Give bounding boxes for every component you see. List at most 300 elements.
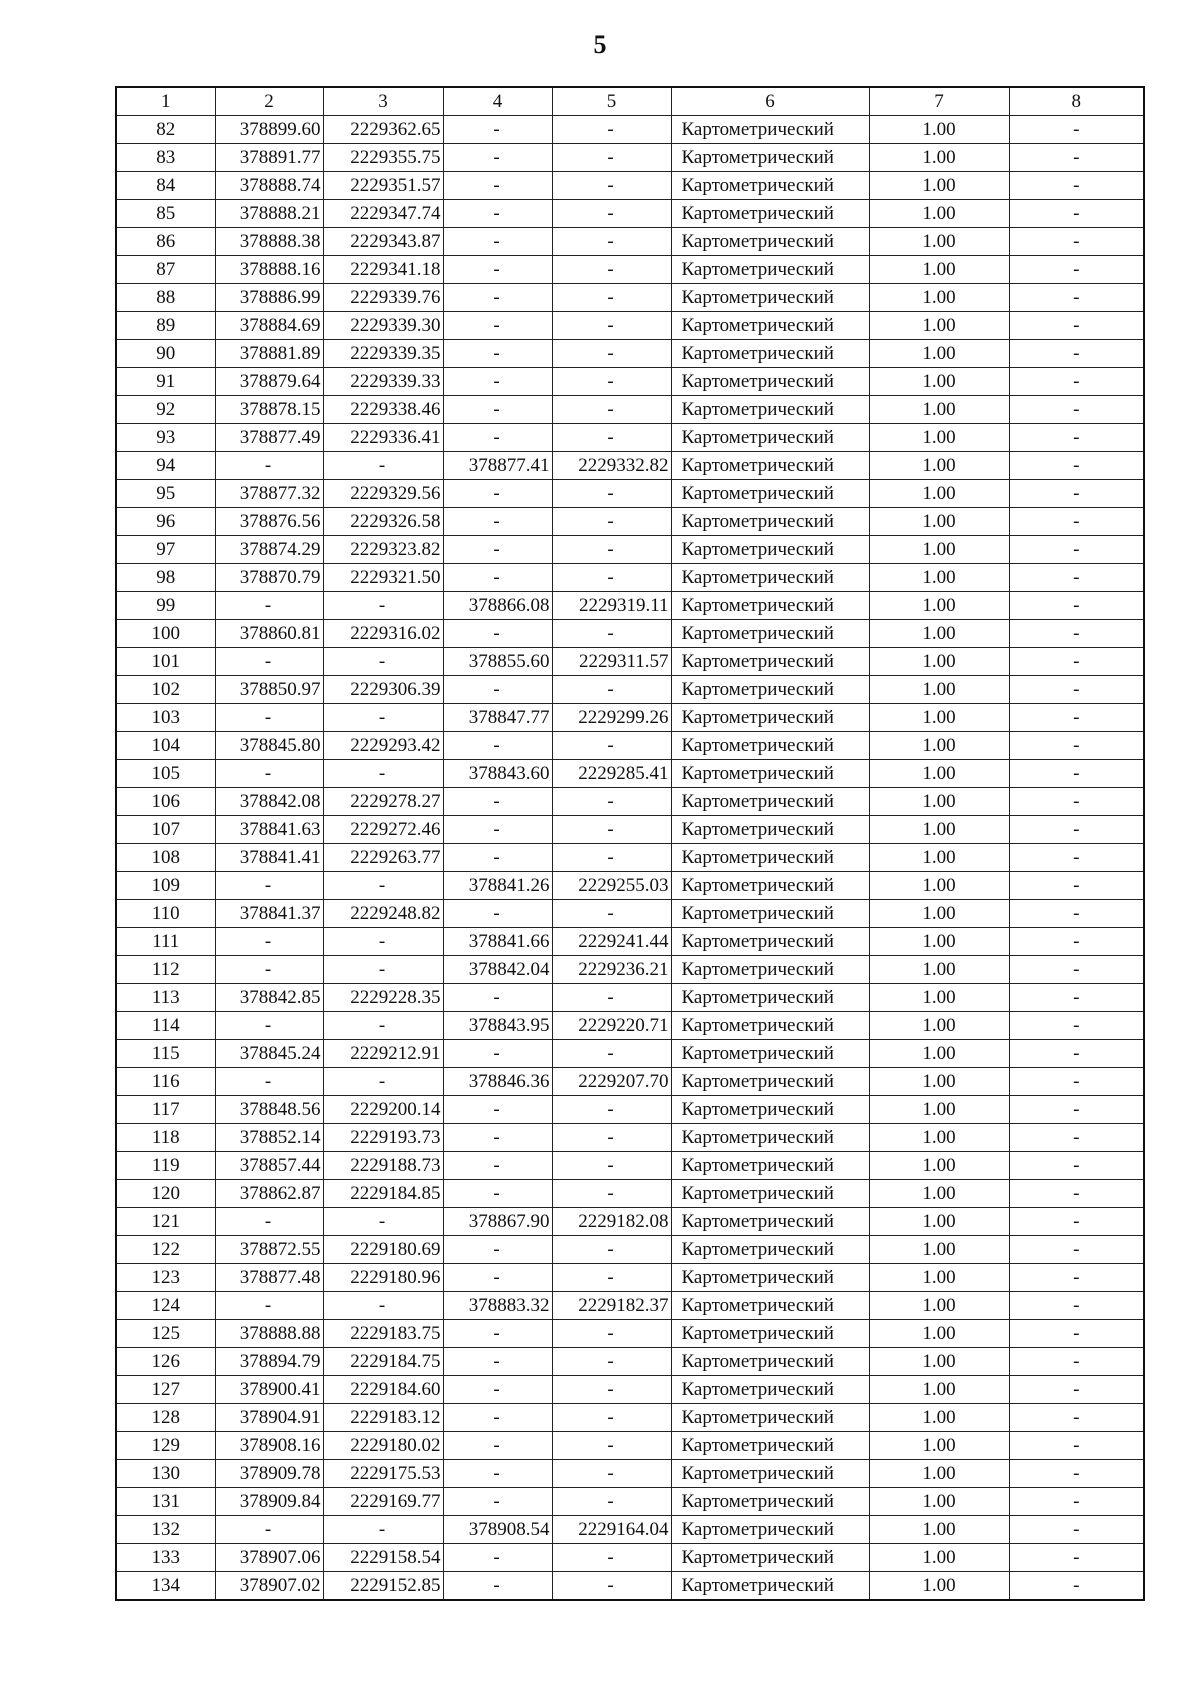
table-cell: Картометрический <box>671 228 869 256</box>
table-cell: 378862.87 <box>215 1180 323 1208</box>
table-cell: 378878.15 <box>215 396 323 424</box>
table-cell: Картометрический <box>671 1572 869 1601</box>
table-cell: 2229220.71 <box>552 1012 671 1040</box>
table-cell: 87 <box>116 256 215 284</box>
page-number: 5 <box>593 30 607 59</box>
table-cell: - <box>443 1180 552 1208</box>
table-cell: 92 <box>116 396 215 424</box>
table-cell: 2229175.53 <box>323 1460 443 1488</box>
column-header: 3 <box>323 87 443 116</box>
table-cell: - <box>1009 1460 1144 1488</box>
table-row <box>116 704 1144 732</box>
table-cell: 2229180.96 <box>323 1264 443 1292</box>
table-cell: Картометрический <box>671 144 869 172</box>
table-cell: 2229236.21 <box>552 956 671 984</box>
table-cell: - <box>552 564 671 592</box>
table-cell: - <box>1009 1572 1144 1601</box>
table-cell: - <box>443 900 552 928</box>
table-cell: 1.00 <box>869 1320 1009 1348</box>
table-cell: 378881.89 <box>215 340 323 368</box>
table-cell: 82 <box>116 116 215 144</box>
table-cell: - <box>552 256 671 284</box>
table-cell: 124 <box>116 1292 215 1320</box>
table-row <box>116 592 1144 620</box>
table-cell: 1.00 <box>869 480 1009 508</box>
table-cell: 1.00 <box>869 788 1009 816</box>
table-row <box>116 788 1144 816</box>
table-cell: Картометрический <box>671 732 869 760</box>
table-cell: 1.00 <box>869 704 1009 732</box>
table-cell: - <box>1009 732 1144 760</box>
table-cell: 2229182.08 <box>552 1208 671 1236</box>
table-cell: 131 <box>116 1488 215 1516</box>
table-row <box>116 816 1144 844</box>
table-cell: - <box>552 1404 671 1432</box>
table-cell: Картометрический <box>671 256 869 284</box>
table-cell: 2229306.39 <box>323 676 443 704</box>
table-cell: 83 <box>116 144 215 172</box>
table-cell: - <box>323 592 443 620</box>
table-cell: 110 <box>116 900 215 928</box>
table-cell: 1.00 <box>869 732 1009 760</box>
table-cell: 378888.38 <box>215 228 323 256</box>
table-cell: 97 <box>116 536 215 564</box>
table-cell: - <box>443 1124 552 1152</box>
table-cell: 2229278.27 <box>323 788 443 816</box>
table-cell: - <box>552 676 671 704</box>
table-cell: - <box>552 424 671 452</box>
table-cell: 1.00 <box>869 172 1009 200</box>
table-cell: - <box>323 1208 443 1236</box>
table-cell: - <box>443 396 552 424</box>
table-cell: - <box>1009 1208 1144 1236</box>
table-cell: - <box>443 1040 552 1068</box>
table-row <box>116 1348 1144 1376</box>
table-cell: 108 <box>116 844 215 872</box>
table-cell: - <box>443 1348 552 1376</box>
table-cell: 102 <box>116 676 215 704</box>
table-cell: - <box>552 816 671 844</box>
table-cell: - <box>552 536 671 564</box>
table-cell: 378843.95 <box>443 1012 552 1040</box>
table-row <box>116 872 1144 900</box>
table-row <box>116 1124 1144 1152</box>
table-cell: 1.00 <box>869 872 1009 900</box>
table-cell: 2229339.76 <box>323 284 443 312</box>
table-row <box>116 564 1144 592</box>
table-cell: 2229341.18 <box>323 256 443 284</box>
table-cell: - <box>552 732 671 760</box>
table-cell: 378845.80 <box>215 732 323 760</box>
table-cell: Картометрический <box>671 1460 869 1488</box>
table-cell: 1.00 <box>869 1348 1009 1376</box>
table-cell: 1.00 <box>869 1516 1009 1544</box>
table-row <box>116 340 1144 368</box>
table-cell: 378894.79 <box>215 1348 323 1376</box>
table-cell: - <box>552 1544 671 1572</box>
table-row <box>116 1320 1144 1348</box>
table-cell: - <box>323 1516 443 1544</box>
table-cell: - <box>443 368 552 396</box>
table-cell: - <box>215 928 323 956</box>
table-cell: 112 <box>116 956 215 984</box>
table-row <box>116 984 1144 1012</box>
table-cell: - <box>443 1404 552 1432</box>
column-header: 4 <box>443 87 552 116</box>
table-cell: 99 <box>116 592 215 620</box>
table-cell: - <box>1009 816 1144 844</box>
table-cell: 1.00 <box>869 340 1009 368</box>
table-cell: 115 <box>116 1040 215 1068</box>
table-cell: - <box>1009 1012 1144 1040</box>
table-cell: 1.00 <box>869 1012 1009 1040</box>
table-cell: 89 <box>116 312 215 340</box>
table-cell: Картометрический <box>671 816 869 844</box>
table-cell: 378877.48 <box>215 1264 323 1292</box>
table-cell: - <box>1009 1096 1144 1124</box>
table-cell: - <box>215 1068 323 1096</box>
table-cell: - <box>443 508 552 536</box>
table-cell: 2229152.85 <box>323 1572 443 1601</box>
table-cell: - <box>552 396 671 424</box>
table-cell: - <box>443 788 552 816</box>
table-cell: - <box>323 872 443 900</box>
table-cell: 1.00 <box>869 1264 1009 1292</box>
table-cell: - <box>552 1432 671 1460</box>
table-cell: 378888.16 <box>215 256 323 284</box>
table-cell: - <box>1009 1488 1144 1516</box>
table-cell: 1.00 <box>869 1096 1009 1124</box>
table-cell: Картометрический <box>671 200 869 228</box>
table-cell: 378877.32 <box>215 480 323 508</box>
column-header: 6 <box>671 87 869 116</box>
table-cell: Картометрический <box>671 1348 869 1376</box>
table-cell: - <box>215 592 323 620</box>
table-cell: 2229323.82 <box>323 536 443 564</box>
table-cell: 1.00 <box>869 928 1009 956</box>
column-header: 8 <box>1009 87 1144 116</box>
table-cell: 1.00 <box>869 676 1009 704</box>
table-cell: - <box>552 1376 671 1404</box>
table-cell: - <box>552 340 671 368</box>
table-cell: Картометрический <box>671 872 869 900</box>
table-cell: 1.00 <box>869 1236 1009 1264</box>
table-cell: - <box>215 956 323 984</box>
table-cell: 85 <box>116 200 215 228</box>
table-cell: - <box>1009 844 1144 872</box>
table-cell: - <box>443 200 552 228</box>
table-cell: 378874.29 <box>215 536 323 564</box>
table-cell: - <box>552 1180 671 1208</box>
table-cell: 2229182.37 <box>552 1292 671 1320</box>
table-row <box>116 1152 1144 1180</box>
table-cell: 2229255.03 <box>552 872 671 900</box>
table-cell: - <box>1009 1068 1144 1096</box>
table-cell: - <box>443 1488 552 1516</box>
table-cell: 2229241.44 <box>552 928 671 956</box>
table-cell: 2229362.65 <box>323 116 443 144</box>
table-cell: Картометрический <box>671 452 869 480</box>
table-cell: 103 <box>116 704 215 732</box>
table-cell: Картометрический <box>671 788 869 816</box>
table-cell: Картометрический <box>671 1236 869 1264</box>
table-cell: 113 <box>116 984 215 1012</box>
table-cell: Картометрический <box>671 1376 869 1404</box>
table-row <box>116 1376 1144 1404</box>
table-row <box>116 424 1144 452</box>
table-cell: Картометрический <box>671 536 869 564</box>
table-cell: 1.00 <box>869 536 1009 564</box>
table-cell: 2229212.91 <box>323 1040 443 1068</box>
table-cell: - <box>1009 1040 1144 1068</box>
table-cell: 1.00 <box>869 144 1009 172</box>
table-cell: 378847.77 <box>443 704 552 732</box>
table-cell: 134 <box>116 1572 215 1601</box>
table-cell: - <box>443 312 552 340</box>
table-cell: 2229184.75 <box>323 1348 443 1376</box>
table-cell: - <box>443 228 552 256</box>
table-cell: Картометрический <box>671 368 869 396</box>
table-cell: Картометрический <box>671 1404 869 1432</box>
table-cell: 378852.14 <box>215 1124 323 1152</box>
table-cell: - <box>552 1488 671 1516</box>
table-cell: 378860.81 <box>215 620 323 648</box>
table-cell: - <box>552 312 671 340</box>
table-cell: 1.00 <box>869 1488 1009 1516</box>
table-cell: 2229263.77 <box>323 844 443 872</box>
table-cell: 1.00 <box>869 1460 1009 1488</box>
table-cell: 2229339.33 <box>323 368 443 396</box>
table-cell: 1.00 <box>869 1208 1009 1236</box>
table-cell: 378870.79 <box>215 564 323 592</box>
table-cell: - <box>1009 396 1144 424</box>
table-cell: - <box>323 1292 443 1320</box>
table-cell: - <box>552 1572 671 1601</box>
table-cell: - <box>323 760 443 788</box>
table-cell: 133 <box>116 1544 215 1572</box>
table-cell: - <box>1009 956 1144 984</box>
table-row <box>116 1180 1144 1208</box>
table-cell: - <box>215 760 323 788</box>
table-cell: Картометрический <box>671 1432 869 1460</box>
table-cell: Картометрический <box>671 1488 869 1516</box>
table-cell: 117 <box>116 1096 215 1124</box>
table-cell: 378900.41 <box>215 1376 323 1404</box>
table-cell: Картометрический <box>671 1320 869 1348</box>
table-cell: 122 <box>116 1236 215 1264</box>
table-row <box>116 620 1144 648</box>
table-cell: 90 <box>116 340 215 368</box>
table-cell: 1.00 <box>869 396 1009 424</box>
table-cell: Картометрический <box>671 312 869 340</box>
table-cell: 378907.02 <box>215 1572 323 1601</box>
table-cell: 2229184.85 <box>323 1180 443 1208</box>
table-cell: - <box>443 144 552 172</box>
table-cell: 378888.21 <box>215 200 323 228</box>
table-cell: Картометрический <box>671 1152 869 1180</box>
table-row <box>116 760 1144 788</box>
table-cell: 2229343.87 <box>323 228 443 256</box>
table-cell: - <box>323 1068 443 1096</box>
table-cell: 98 <box>116 564 215 592</box>
table-cell: Картометрический <box>671 648 869 676</box>
table-cell: Картометрический <box>671 1516 869 1544</box>
table-cell: - <box>215 1292 323 1320</box>
table-cell: - <box>1009 508 1144 536</box>
table-cell: 378866.08 <box>443 592 552 620</box>
table-cell: 132 <box>116 1516 215 1544</box>
table-cell: 1.00 <box>869 648 1009 676</box>
table-cell: - <box>215 452 323 480</box>
table-cell: Картометрический <box>671 620 869 648</box>
table-cell: - <box>552 788 671 816</box>
table-cell: 2229200.14 <box>323 1096 443 1124</box>
table-row <box>116 732 1144 760</box>
table-cell: - <box>443 1460 552 1488</box>
table-cell: 129 <box>116 1432 215 1460</box>
column-header: 7 <box>869 87 1009 116</box>
table-cell: - <box>443 480 552 508</box>
table-cell: 1.00 <box>869 508 1009 536</box>
table-cell: - <box>552 480 671 508</box>
table-cell: - <box>552 200 671 228</box>
table-cell: - <box>443 116 552 144</box>
table-cell: Картометрический <box>671 704 869 732</box>
table-row <box>116 1572 1144 1601</box>
table-cell: Картометрический <box>671 1264 869 1292</box>
table-cell: Картометрический <box>671 172 869 200</box>
table-cell: - <box>1009 928 1144 956</box>
table-cell: - <box>552 368 671 396</box>
table-cell: 2229311.57 <box>552 648 671 676</box>
table-cell: 2229355.75 <box>323 144 443 172</box>
table-cell: - <box>1009 1376 1144 1404</box>
table-cell: Картометрический <box>671 900 869 928</box>
table-cell: 1.00 <box>869 312 1009 340</box>
table-cell: - <box>1009 312 1144 340</box>
table-cell: - <box>1009 984 1144 1012</box>
table-row <box>116 144 1144 172</box>
table-cell: Картометрический <box>671 424 869 452</box>
table-cell: 378872.55 <box>215 1236 323 1264</box>
table-cell: 2229169.77 <box>323 1488 443 1516</box>
table-cell: 1.00 <box>869 256 1009 284</box>
table-cell: 1.00 <box>869 1404 1009 1432</box>
table-cell: Картометрический <box>671 508 869 536</box>
table-cell: Картометрический <box>671 1096 869 1124</box>
table-cell: 107 <box>116 816 215 844</box>
table-cell: Картометрический <box>671 1292 869 1320</box>
table-cell: - <box>215 704 323 732</box>
table-cell: 94 <box>116 452 215 480</box>
table-cell: 128 <box>116 1404 215 1432</box>
table-cell: 1.00 <box>869 1180 1009 1208</box>
table-cell: - <box>443 284 552 312</box>
table-cell: - <box>1009 788 1144 816</box>
table-cell: 378904.91 <box>215 1404 323 1432</box>
table-cell: - <box>443 844 552 872</box>
table-cell: - <box>1009 144 1144 172</box>
table-cell: 2229183.12 <box>323 1404 443 1432</box>
table-cell: - <box>1009 480 1144 508</box>
table-cell: 1.00 <box>869 1572 1009 1601</box>
table-cell: Картометрический <box>671 340 869 368</box>
table-cell: - <box>552 1096 671 1124</box>
table-cell: 1.00 <box>869 900 1009 928</box>
table-cell: 104 <box>116 732 215 760</box>
table-cell: 2229183.75 <box>323 1320 443 1348</box>
table-row <box>116 676 1144 704</box>
table-row <box>116 1432 1144 1460</box>
table-cell: - <box>1009 1236 1144 1264</box>
table-cell: - <box>1009 424 1144 452</box>
table-cell: 127 <box>116 1376 215 1404</box>
table-cell: 2229188.73 <box>323 1152 443 1180</box>
table-cell: - <box>552 844 671 872</box>
table-cell: 1.00 <box>869 760 1009 788</box>
table-cell: 2229299.26 <box>552 704 671 732</box>
table-cell: - <box>323 648 443 676</box>
table-body <box>116 116 1144 1601</box>
table-cell: 378867.90 <box>443 1208 552 1236</box>
table-row <box>116 452 1144 480</box>
table-row <box>116 1096 1144 1124</box>
table-cell: 96 <box>116 508 215 536</box>
table-row <box>116 1488 1144 1516</box>
table-cell: 2229329.56 <box>323 480 443 508</box>
table-cell: - <box>1009 1516 1144 1544</box>
table-cell: - <box>552 116 671 144</box>
table-cell: - <box>1009 648 1144 676</box>
table-cell: Картометрический <box>671 1040 869 1068</box>
table-cell: 123 <box>116 1264 215 1292</box>
table-row <box>116 1012 1144 1040</box>
table-cell: Картометрический <box>671 284 869 312</box>
table-cell: 378842.08 <box>215 788 323 816</box>
table-cell: 2229332.82 <box>552 452 671 480</box>
table-cell: - <box>552 620 671 648</box>
table-cell: 2229336.41 <box>323 424 443 452</box>
table-row <box>116 1404 1144 1432</box>
table-cell: - <box>443 676 552 704</box>
table-cell: 125 <box>116 1320 215 1348</box>
table-row <box>116 1208 1144 1236</box>
table-cell: 1.00 <box>869 200 1009 228</box>
table-cell: Картометрический <box>671 1208 869 1236</box>
table-cell: - <box>443 1432 552 1460</box>
table-cell: - <box>443 1152 552 1180</box>
table-header-row <box>116 87 1144 116</box>
table-cell: - <box>1009 200 1144 228</box>
table-cell: - <box>443 536 552 564</box>
table-cell: - <box>443 1376 552 1404</box>
table-row <box>116 228 1144 256</box>
table-cell: 86 <box>116 228 215 256</box>
table-cell: 88 <box>116 284 215 312</box>
table-cell: 2229347.74 <box>323 200 443 228</box>
table-cell: 378876.56 <box>215 508 323 536</box>
table-cell: - <box>1009 452 1144 480</box>
table-cell: - <box>1009 620 1144 648</box>
table-cell: 378846.36 <box>443 1068 552 1096</box>
table-row <box>116 396 1144 424</box>
table-cell: - <box>552 228 671 256</box>
table-cell: - <box>443 984 552 1012</box>
table-cell: 1.00 <box>869 116 1009 144</box>
table-cell: 2229339.35 <box>323 340 443 368</box>
table-cell: 2229180.69 <box>323 1236 443 1264</box>
table-cell: Картометрический <box>671 592 869 620</box>
